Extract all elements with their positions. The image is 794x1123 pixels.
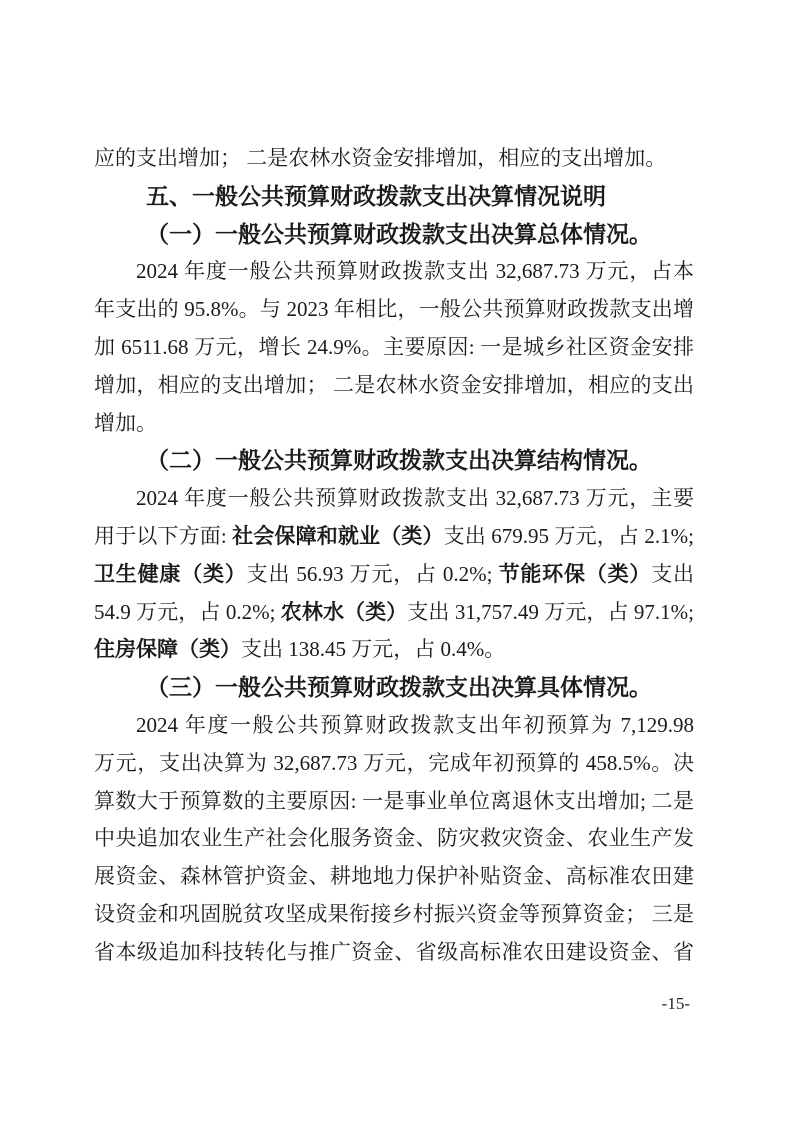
text-segment: 54.9 万元，占 0.2%; (94, 599, 281, 624)
document-text-block (94, 140, 694, 972)
total-paragraph-line-3: 加 6511.68 万元，增长 24.9%。主要原因: 一是城乡社区资金安排 (94, 334, 694, 359)
structure-paragraph-line-4 (94, 594, 694, 632)
bold-category-energy-conservation: 节能环保（类） (498, 561, 652, 586)
subsection-heading-2: （二）一般公共预算财政拨款支出决算结构情况。 (146, 448, 652, 474)
structure-paragraph-line-3 (94, 556, 694, 594)
detail-paragraph-line-1: 2024 年度一般公共预算财政拨款支出年初预算为 7,129.98 (136, 712, 694, 737)
bold-category-health: 卫生健康（类） (94, 561, 247, 586)
carryover-paragraph-line: 应的支出增加； 二是农林水资金安排增加，相应的支出增加。 (94, 146, 667, 170)
bold-category-social-security: 社会保障和就业（类） (232, 523, 444, 548)
detail-paragraph-line-6: 设资金和巩固脱贫攻坚成果衔接乡村振兴资金等预算资金； 三是 (94, 901, 694, 926)
text-segment: 支出 (651, 561, 695, 586)
page-number: -15- (661, 994, 690, 1013)
detail-paragraph-line-3: 算数大于预算数的主要原因: 一是事业单位离退休支出增加; 二是 (94, 788, 694, 813)
detail-paragraph-line-5: 展资金、森林管护资金、耕地地力保护补贴资金、高标准农田建 (94, 864, 694, 889)
bold-category-agriculture-forestry-water: 农林水（类） (280, 599, 408, 624)
subsection-heading-3: （三）一般公共预算财政拨款支出决算具体情况。 (146, 675, 652, 701)
section-heading-5: 五、一般公共预算财政拨款支出决算情况说明 (146, 183, 606, 209)
structure-paragraph-line-1: 2024 年度一般公共预算财政拨款支出 32,687.73 万元，主要 (136, 486, 694, 511)
text-segment: 用于以下方面: (94, 523, 233, 548)
total-paragraph-line-4: 增加，相应的支出增加； 二是农林水资金安排增加，相应的支出 (94, 372, 694, 397)
text-segment: 支出 679.95 万元，占 2.1%; (443, 523, 695, 548)
detail-paragraph-line-2: 万元，支出决算为 32,687.73 万元，完成年初预算的 458.5%。决 (94, 750, 694, 775)
subsection-heading-1: （一）一般公共预算财政拨款支出决算总体情况。 (146, 221, 652, 247)
text-segment: 支出 56.93 万元，占 0.2%; (246, 561, 499, 586)
detail-paragraph-line-7: 省本级追加科技转化与推广资金、省级高标准农田建设资金、省 (94, 939, 694, 964)
total-paragraph-line-2: 年支出的 95.8%。与 2023 年相比，一般公共预算财政拨款支出增 (94, 297, 694, 322)
text-segment: 支出 138.45 万元，占 0.4%。 (241, 637, 506, 662)
detail-paragraph-line-4: 中央追加农业生产社会化服务资金、防灾救灾资金、农业生产发 (94, 826, 694, 851)
text-segment: 支出 31,757.49 万元，占 97.1%; (407, 599, 695, 624)
total-paragraph-line-5: 增加。 (94, 410, 157, 435)
total-paragraph-line-1: 2024 年度一般公共预算财政拨款支出 32,687.73 万元，占本 (136, 259, 694, 284)
bold-category-housing-security: 住房保障（类） (94, 637, 241, 662)
structure-paragraph-line-5 (94, 631, 694, 669)
structure-paragraph-line-2 (94, 518, 694, 556)
